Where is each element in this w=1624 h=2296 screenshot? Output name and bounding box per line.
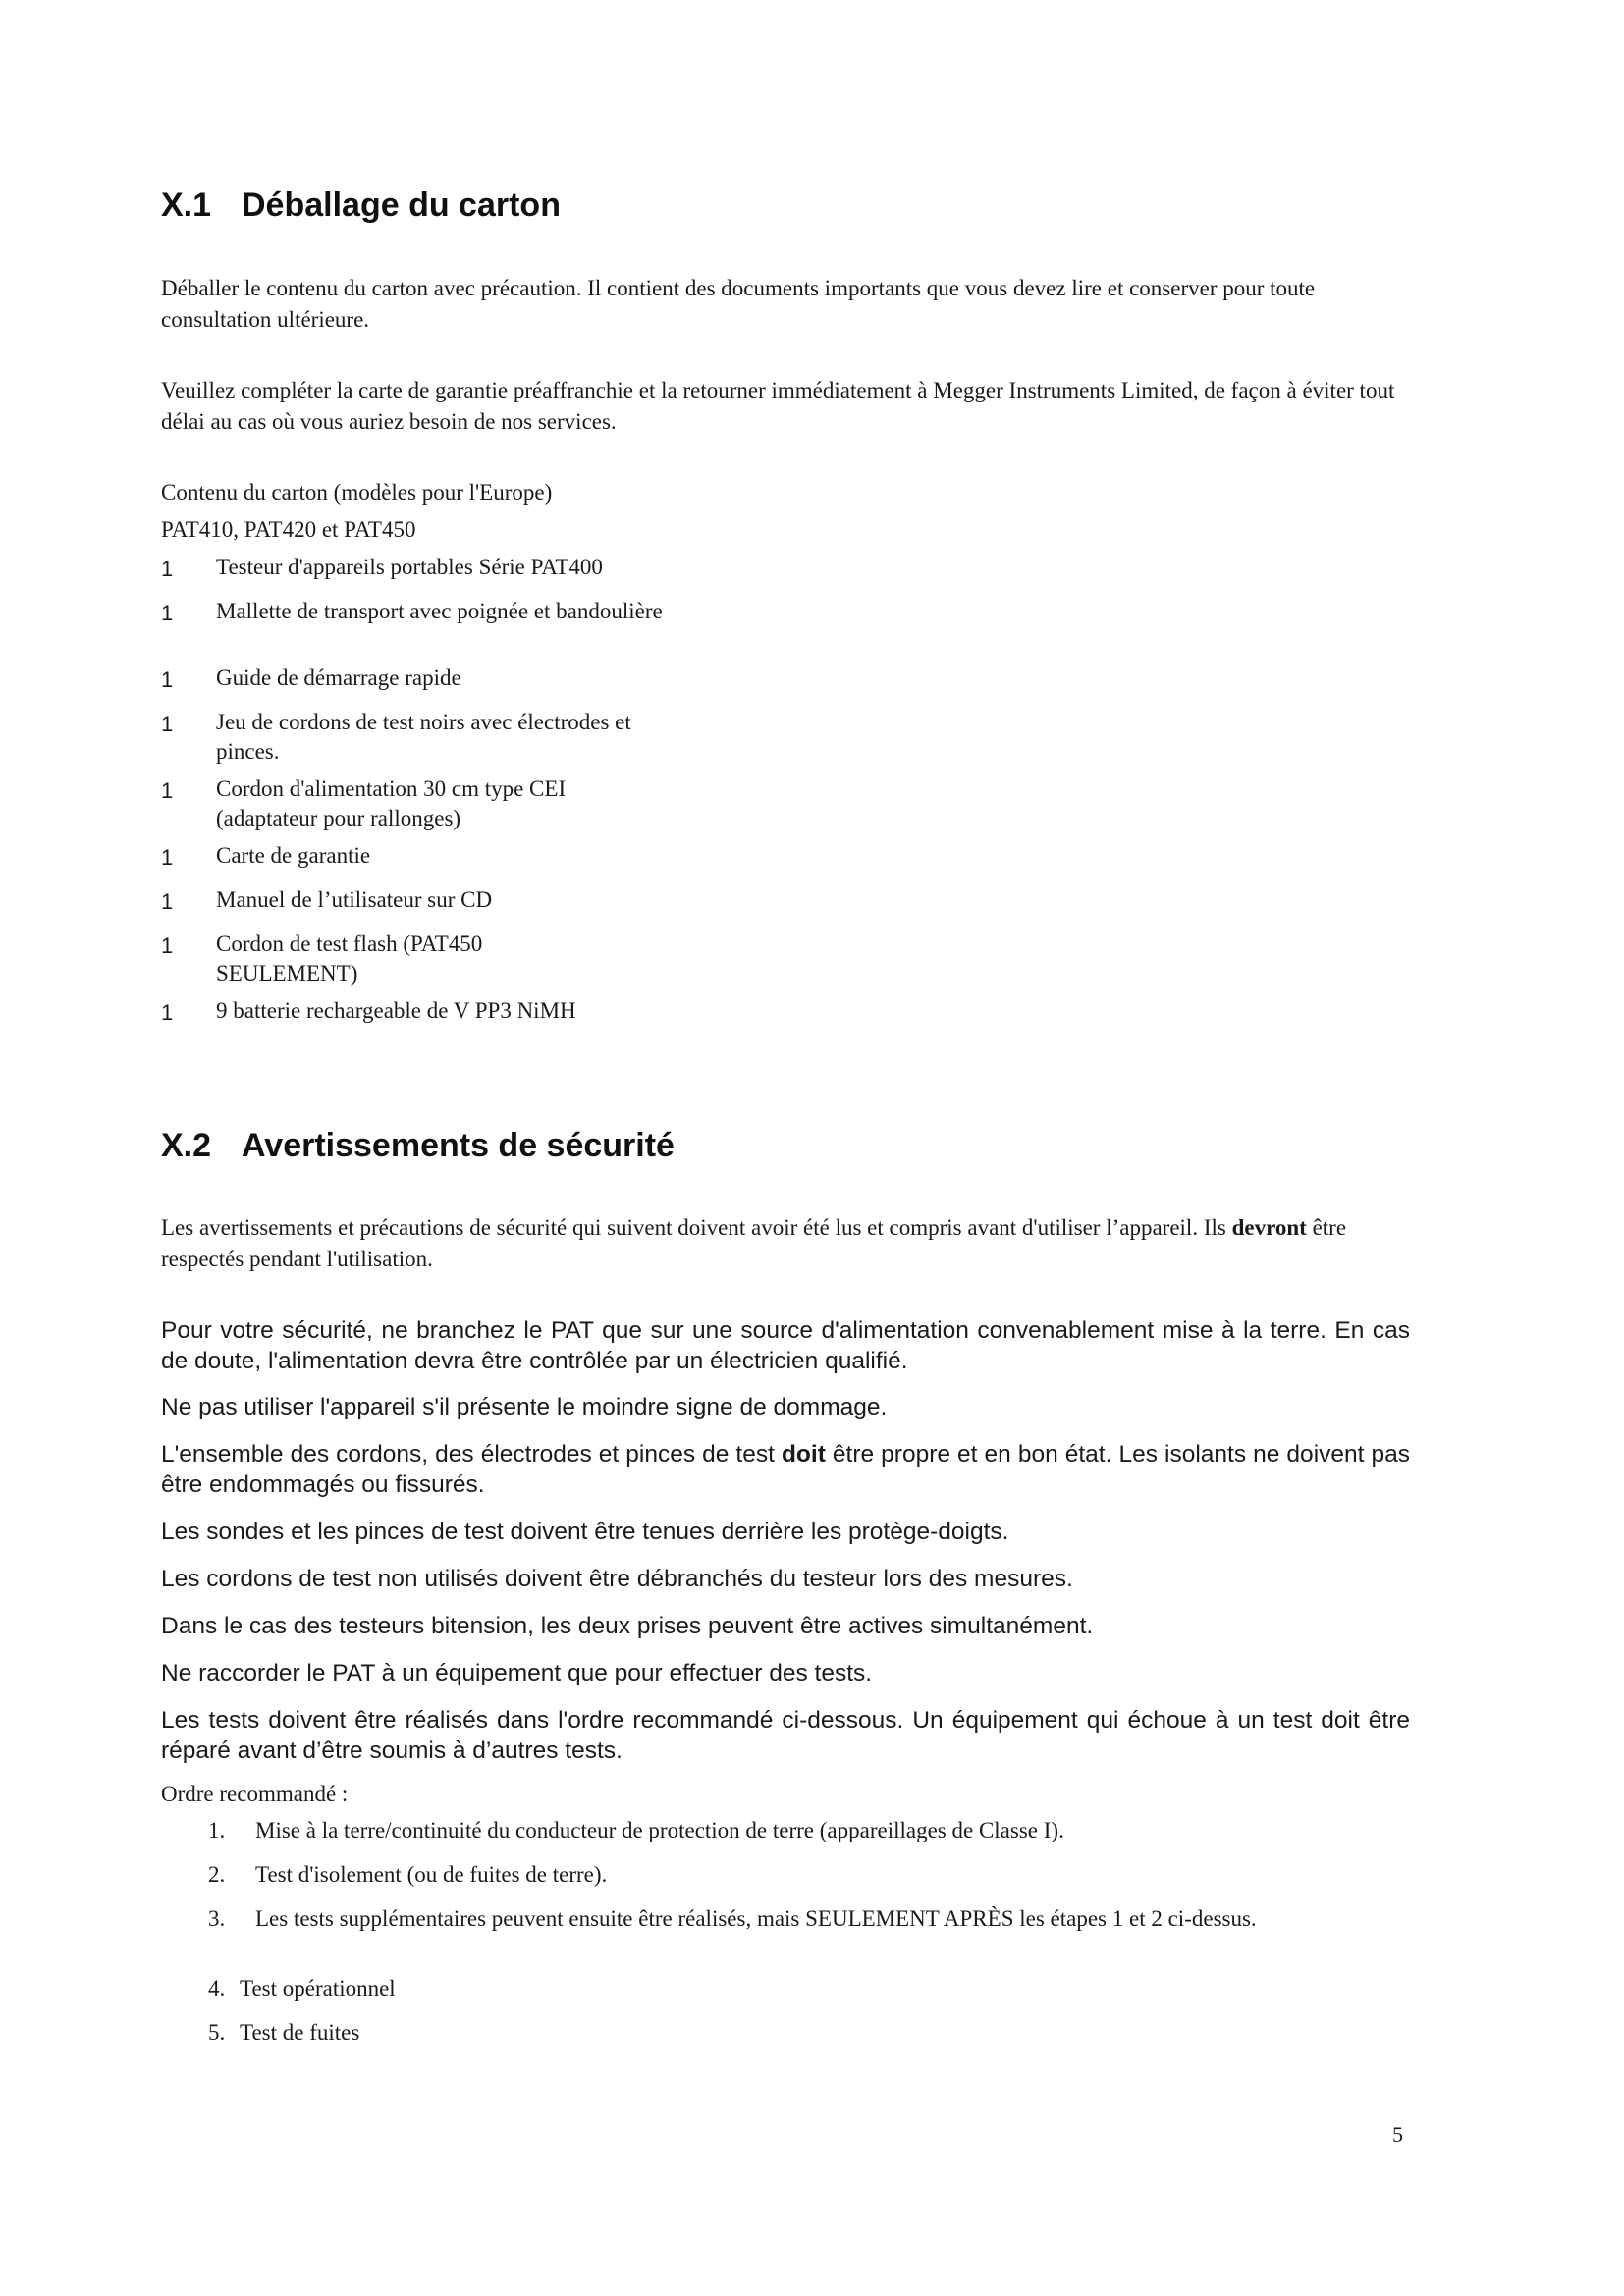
item-text: Manuel de l’utilisateur sur CD	[216, 887, 493, 912]
item-text: Guide de démarrage rapide	[216, 666, 461, 690]
warning-finger-guards: Les sondes et les pinces de test doivent être tenues derrière les protège-doigts.	[161, 1519, 1009, 1545]
item-qty: 1	[161, 712, 174, 736]
warning-test-order: Les tests doivent être réalisés dans l'ordre recommandé ci-dessous. Un équipement qui échoue à un test doit être réparé avant d’être soumis à d’autres tests.	[161, 1707, 1410, 1764]
warning-leads-condition	[161, 1439, 1410, 1500]
step-text: Test opérationnel	[240, 1976, 396, 2001]
warning-emphasis: doit	[781, 1441, 826, 1468]
item-qty: 1	[161, 557, 174, 581]
item-text: Cordon de test flash (PAT450 SEULEMENT)	[216, 932, 483, 986]
item-text: Testeur d'appareils portables Série PAT400	[216, 555, 603, 579]
intro-emphasis: devront	[1231, 1215, 1307, 1240]
models-line: PAT410, PAT420 et PAT450	[161, 517, 416, 542]
step-number: 1.	[208, 1818, 226, 1842]
section-heading-2	[161, 1126, 675, 1165]
warning-unused-leads: Les cordons de test non utilisés doivent être débranchés du testeur lors des mesures.	[161, 1566, 1073, 1592]
paragraph-warranty: Veuillez compléter la carte de garantie préaffranchie et la retourner immédiatement à Megger Instruments Limited, de façon à éviter tout délai au cas où vous auriez besoin de nos services.	[161, 378, 1395, 434]
warning-earth-supply: Pour votre sécurité, ne branchez le PAT que sur une source d'alimentation convenablement mise à la terre. En cas de doute, l'alimentation devra être contrôlée par un électricien qualifié.	[161, 1317, 1410, 1374]
item-qty: 1	[161, 845, 174, 870]
item-qty: 1	[161, 1000, 174, 1025]
order-heading: Ordre recommandé :	[161, 1782, 349, 1806]
section-title: Avertissements de sécurité	[242, 1127, 675, 1164]
step-number: 2.	[208, 1862, 226, 1887]
warning-dual-voltage: Dans le cas des testeurs bitension, les deux prises peuvent être actives simultanément.	[161, 1613, 1094, 1639]
step-number: 4.	[208, 1976, 226, 2001]
page-number: 5	[1392, 2122, 1403, 2147]
item-text: Carte de garantie	[216, 843, 371, 868]
step-number: 5.	[208, 2020, 226, 2045]
item-text: Mallette de transport avec poignée et bandoulière	[216, 599, 663, 623]
step-text: Mise à la terre/continuité du conducteur de protection de terre (appareillages de Classe I).	[255, 1818, 1064, 1842]
item-qty: 1	[161, 889, 174, 914]
item-text: Cordon d'alimentation 30 cm type CEI (adaptateur pour rallonges)	[216, 776, 567, 830]
item-qty: 1	[161, 601, 174, 625]
warning-connect-for-test: Ne raccorder le PAT à un équipement que pour effectuer des tests.	[161, 1660, 873, 1686]
warning-damage: Ne pas utiliser l'appareil s'il présente le moindre signe de dommage.	[161, 1394, 888, 1420]
contents-heading: Contenu du carton (modèles pour l'Europe)	[161, 480, 553, 505]
step-text: Les tests supplémentaires peuvent ensuite être réalisés, mais SEULEMENT APRÈS les étapes 1 et 2 ci-dessus.	[255, 1906, 1257, 1931]
warning-text: L'ensemble des cordons, des électrodes et pinces de test	[161, 1441, 782, 1468]
item-text: Jeu de cordons de test noirs avec électrodes et pinces.	[216, 710, 631, 764]
section-number: X.2	[161, 1127, 212, 1164]
safety-intro	[161, 1212, 1418, 1275]
intro-text: Les avertissements et précautions de sécurité qui suivent doivent avoir été lus et compris avant d'utiliser l’appareil. Ils	[161, 1215, 1232, 1240]
paragraph-unpacking: Déballer le contenu du carton avec précaution. Il contient des documents importants que vous devez lire et conserver pour toute consultation ultérieure.	[161, 276, 1316, 332]
step-text: Test d'isolement (ou de fuites de terre).	[255, 1862, 608, 1887]
step-text: Test de fuites	[240, 2020, 360, 2045]
item-qty: 1	[161, 934, 174, 958]
section-number: X.1	[161, 187, 212, 224]
item-qty: 1	[161, 667, 174, 692]
section-title: Déballage du carton	[242, 187, 561, 224]
step-number: 3.	[208, 1906, 226, 1931]
item-text: 9 batterie rechargeable de V PP3 NiMH	[216, 998, 576, 1023]
intro-text-end: être respectés pendant l'utilisation.	[161, 1215, 1347, 1271]
warning-text-end: être propre et en bon état. Les isolants ne doivent pas être endommagés ou fissurés.	[161, 1441, 1410, 1498]
item-qty: 1	[161, 778, 174, 803]
section-heading-1	[161, 186, 561, 225]
